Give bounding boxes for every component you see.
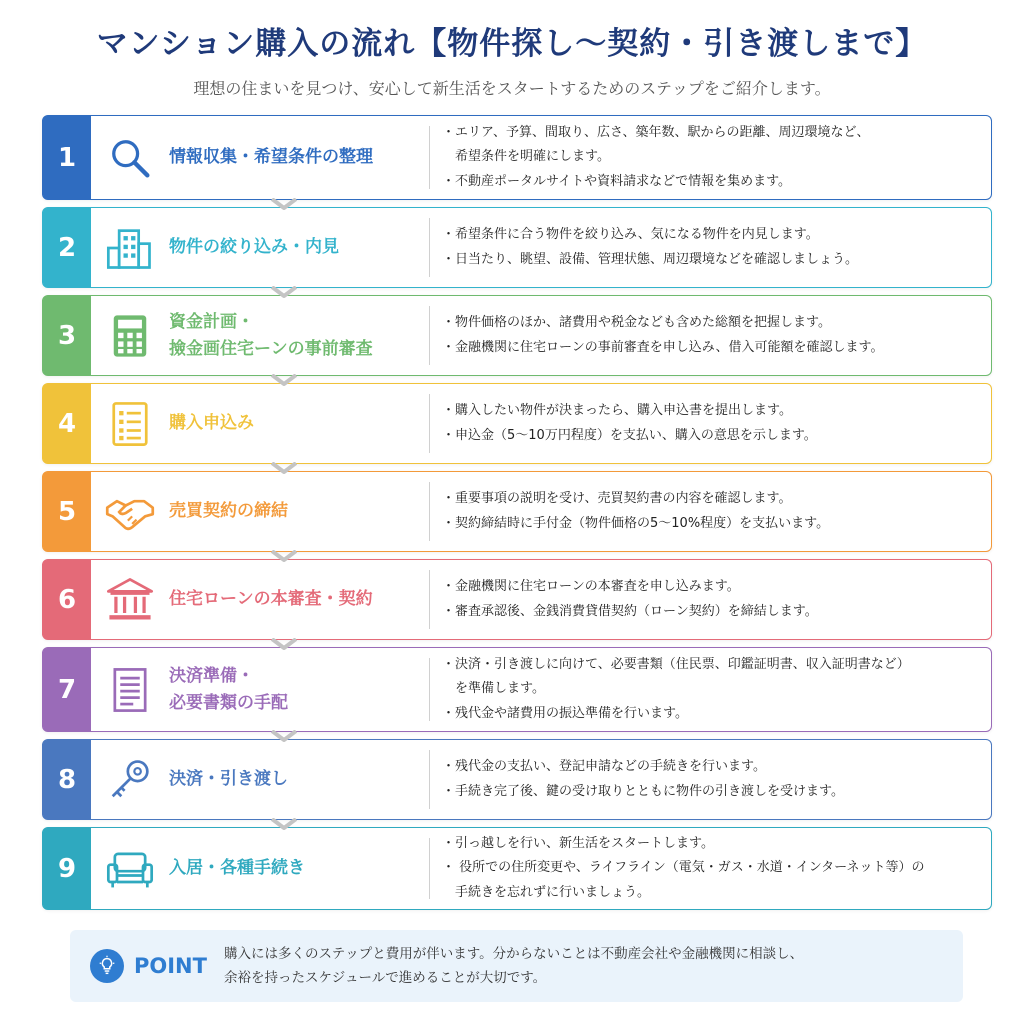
step-description-line: ・希望条件に合う物件を絞り込み、気になる物件を内見します。 [442,227,819,243]
step-card [42,383,992,464]
step-description-line: ・決済・引き渡しに向けて、必要書類（住民票、印鑑証明書、収入証明書など） [442,657,910,673]
chevron-down-icon [271,198,297,210]
step-description-line: ・契約締結時に手付金（物件価格の5〜10%程度）を支払います。 [442,515,830,531]
step-card [42,207,992,288]
step-title [169,116,429,199]
step-description [430,740,991,819]
step-description-line: ・エリア、予算、間取り、広さ、築年数、駅からの距離、周辺環境など、 [442,125,870,141]
step-title [169,740,429,819]
step-description-line: ・引っ越しを行い、新生活をスタートします。 [442,836,714,852]
sofa-icon [91,828,169,909]
step-title-line: 資金計画・ [169,312,254,333]
step-title-line: 決済・引き渡し [169,769,288,790]
step-description-line: ・物件価格のほか、諸費用や税金なども含めた総額を把握します。 [442,315,831,331]
step-description-line: ・手続き完了後、鍵の受け取りとともに物件の引き渡しを受けます。 [442,783,844,799]
step-number: 8 [43,740,91,819]
step-card [42,559,992,640]
step-card [42,471,992,552]
step-title-line: 情報収集・希望条件の整理 [169,147,373,168]
step-description-line: ・残代金や諸費用の振込準備を行います。 [442,705,688,721]
step-description-line: 手続きを忘れずに行いましょう。 [442,884,651,900]
key-icon [91,740,169,819]
step-title-line: 入居・各種手続き [169,858,305,879]
step-description-line: 希望条件を明確にします。 [442,149,610,165]
step-description-line: を準備します。 [442,681,545,697]
step-description-line: ・金融機関に住宅ローンの事前審査を申し込み、借入可能額を確認します。 [442,339,884,355]
chevron-down-icon [271,638,297,650]
step-title [169,648,429,731]
checklist-icon [91,384,169,463]
step-description [430,648,991,731]
point-label: POINT [134,954,207,978]
building-icon [91,208,169,287]
step-description [430,828,991,909]
calculator-icon [91,296,169,375]
document-icon [91,648,169,731]
step-title [169,560,429,639]
step-title [169,828,429,909]
step-title [169,472,429,551]
chevron-down-icon [271,374,297,386]
chevron-down-icon [271,730,297,742]
step-description [430,208,991,287]
step-description [430,472,991,551]
point-box [70,930,963,1002]
step-card [42,115,992,200]
step-description-line: ・ 役所での住所変更や、ライフライン（電気・ガス・水道・インターネット等）の [442,860,925,876]
step-number: 1 [43,116,91,199]
step-description [430,384,991,463]
step-number: 2 [43,208,91,287]
step-title [169,384,429,463]
chevron-down-icon [271,462,297,474]
bank-icon [91,560,169,639]
step-number: 9 [43,828,91,909]
step-number: 5 [43,472,91,551]
step-description-line: ・不動産ポータルサイトや資料請求などで情報を集めます。 [442,173,792,189]
step-number: 3 [43,296,91,375]
point-text-line: 余裕を持ったスケジュールで進めることが大切です。 [224,970,547,986]
step-card [42,295,992,376]
step-description-line: ・審査承認後、金銭消費貸借契約（ローン契約）を締結します。 [442,603,818,619]
step-title-line: 決済準備・ [169,666,254,687]
step-card [42,827,992,910]
chevron-down-icon [271,286,297,298]
point-text [224,942,803,991]
point-text-line: 購入には多くのステップと費用が伴います。分からないことは不動産会社や金融機関に相談し、 [224,945,804,962]
lightbulb-icon [90,949,124,983]
magnifier-icon [91,116,169,199]
step-number: 7 [43,648,91,731]
step-title-line: 購入申込み [169,413,254,434]
page-title: マンション購入の流れ【物件探し〜契約・引き渡しまで】 [96,26,928,62]
step-title-line: 撿金画住宅ーンの事前審查 [169,338,373,359]
step-title [169,296,429,375]
step-title [169,208,429,287]
handshake-icon [91,472,169,551]
step-description [430,116,991,199]
step-description-line: ・金融機関に住宅ローンの本審査を申し込みます。 [442,579,740,595]
step-description [430,560,991,639]
page-subtitle: 理想の住まいを見つけ、安心して新生活をスタートするためのステップをご紹介します。 [193,79,831,98]
step-description-line: ・残代金の支払い、登記申請などの手続きを行います。 [442,759,766,775]
step-card [42,647,992,732]
step-title-line: 売買契約の締結 [169,501,288,522]
step-description [430,296,991,375]
chevron-down-icon [271,550,297,562]
steps-list [42,115,992,917]
step-title-line: 住宅ローンの本審査・契約 [169,589,373,610]
step-description-line: ・申込金（5〜10万円程度）を支払い、購入の意思を示します。 [442,427,817,443]
step-title-line: 必要書類の手配 [169,692,288,713]
step-title-line: 物件の絞り込み・内見 [169,237,339,258]
step-description-line: ・日当たり、眺望、設備、管理状態、周辺環境などを確認しましょう。 [442,251,859,267]
step-card [42,739,992,820]
step-description-line: ・購入したい物件が決まったら、購入申込書を提出します。 [442,403,792,419]
step-number: 6 [43,560,91,639]
step-description-line: ・重要事項の説明を受け、売買契約書の内容を確認します。 [442,491,792,507]
chevron-down-icon [271,818,297,830]
step-number: 4 [43,384,91,463]
